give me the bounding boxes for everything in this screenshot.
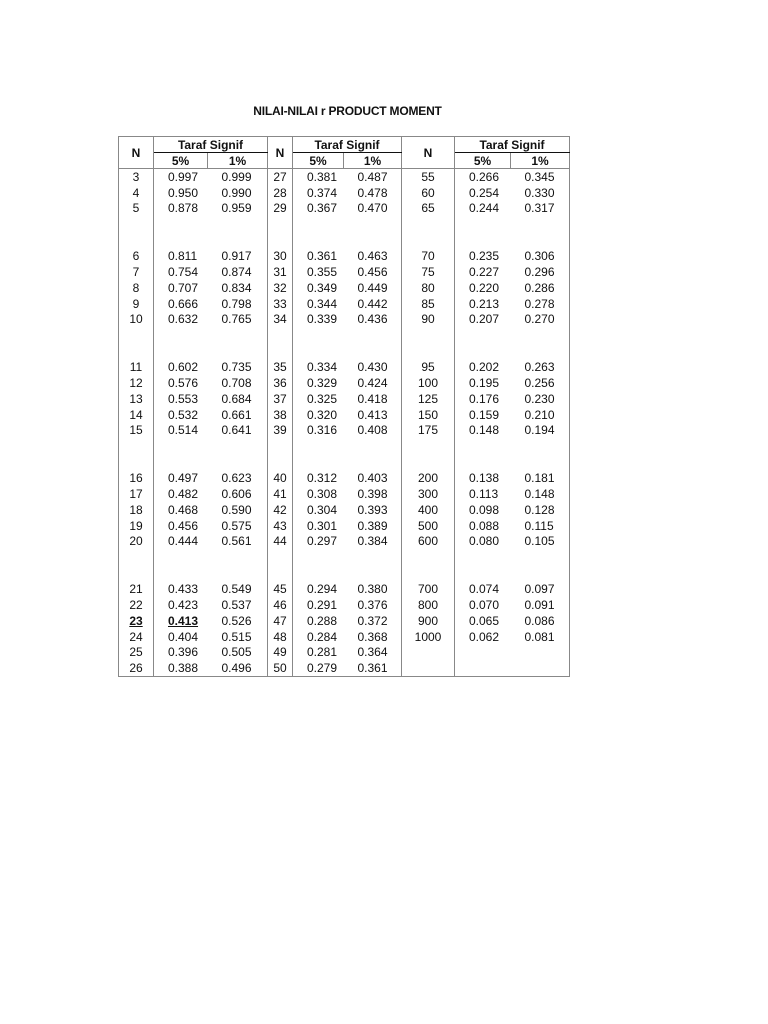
n-cell: 43 (268, 518, 293, 534)
r-1pct-cell: 0.210 (511, 407, 570, 423)
r-1pct-cell: 0.115 (511, 518, 570, 534)
r-5pct-cell: 0.316 (307, 423, 338, 438)
spacer-cell (119, 327, 154, 359)
header-n: N (402, 137, 455, 169)
table-row (119, 201, 570, 217)
header-5pct: 5% (455, 153, 511, 169)
table-body (119, 169, 570, 677)
table-row (119, 296, 570, 312)
spacer-cell (344, 216, 402, 248)
n-cell: 5 (119, 201, 154, 217)
r-1pct-cell: 0.128 (511, 502, 570, 518)
n-cell: 13 (119, 391, 154, 407)
r-1pct-cell: 0.874 (208, 264, 268, 280)
r-5pct-cell: 0.349 (307, 280, 338, 295)
n-cell: 95 (402, 359, 455, 375)
table-row (119, 375, 570, 391)
table-row (119, 169, 570, 185)
n-cell: 27 (268, 169, 293, 185)
header-n: N (119, 137, 154, 169)
r-5pct-cell: 0.666 (168, 296, 199, 311)
r-5pct-cell: 0.381 (307, 169, 338, 184)
table-row (119, 407, 570, 423)
spacer-cell (154, 327, 208, 359)
r-5pct-cell: 0.301 (307, 518, 338, 533)
r-1pct-cell: 0.097 (511, 581, 570, 597)
n-cell: 500 (402, 518, 455, 534)
n-cell: 37 (268, 391, 293, 407)
n-cell: 16 (119, 470, 154, 486)
table-row (119, 185, 570, 201)
n-cell: 42 (268, 502, 293, 518)
r-5pct-cell (455, 645, 511, 661)
r-5pct-cell: 0.950 (168, 185, 199, 200)
n-cell: 34 (268, 312, 293, 328)
r-5pct-cell: 0.281 (307, 645, 338, 660)
spacer-cell (344, 438, 402, 470)
header-5pct: 5% (293, 153, 344, 169)
spacer-cell (268, 216, 293, 248)
spacer-cell (511, 438, 570, 470)
r-1pct-cell: 0.105 (511, 534, 570, 550)
n-cell: 18 (119, 502, 154, 518)
table-row (119, 613, 570, 629)
n-cell: 30 (268, 248, 293, 264)
spacer-cell (511, 216, 570, 248)
n-cell: 15 (119, 423, 154, 439)
n-cell: 11 (119, 359, 154, 375)
r-5pct-cell: 0.254 (469, 185, 500, 200)
r-5pct-cell: 0.148 (469, 423, 500, 438)
n-cell: 28 (268, 185, 293, 201)
r-1pct-cell: 0.384 (344, 534, 402, 550)
n-cell: 60 (402, 185, 455, 201)
spacer-cell (293, 327, 344, 359)
r-5pct-cell: 0.320 (307, 407, 338, 422)
n-cell: 10 (119, 312, 154, 328)
spacer-cell (119, 549, 154, 581)
n-cell: 200 (402, 470, 455, 486)
r-1pct-cell: 0.470 (344, 201, 402, 217)
r-1pct-cell: 0.549 (208, 581, 268, 597)
r-1pct-cell: 0.194 (511, 423, 570, 439)
n-cell: 85 (402, 296, 455, 312)
r-1pct-cell: 0.376 (344, 597, 402, 613)
r-1pct-cell: 0.148 (511, 486, 570, 502)
r-1pct-cell: 0.449 (344, 280, 402, 296)
r-5pct-cell: 0.138 (469, 471, 500, 486)
r-1pct-cell: 0.561 (208, 534, 268, 550)
n-cell: 32 (268, 280, 293, 296)
n-cell: 20 (119, 534, 154, 550)
n-cell: 14 (119, 407, 154, 423)
r-1pct-cell: 0.463 (344, 248, 402, 264)
n-cell: 75 (402, 264, 455, 280)
spacer-cell (208, 438, 268, 470)
table-row (119, 423, 570, 439)
r-5pct-cell: 0.220 (469, 280, 500, 295)
r-1pct-cell: 0.424 (344, 375, 402, 391)
r-1pct-cell: 0.372 (344, 613, 402, 629)
r-5pct-cell: 0.235 (469, 249, 500, 264)
r-1pct-cell: 0.515 (208, 629, 268, 645)
r-1pct-cell: 0.389 (344, 518, 402, 534)
n-cell: 150 (402, 407, 455, 423)
n-cell: 65 (402, 201, 455, 217)
r-5pct-cell: 0.482 (168, 487, 199, 502)
r-5pct-cell: 0.468 (168, 502, 199, 517)
r-5pct-cell: 0.062 (469, 629, 500, 644)
r-1pct-cell: 0.278 (511, 296, 570, 312)
r-5pct-cell: 0.404 (168, 629, 199, 644)
spacer-cell (119, 216, 154, 248)
r-5pct-cell: 0.344 (307, 296, 338, 311)
r-1pct-cell: 0.270 (511, 312, 570, 328)
spacer-cell (208, 327, 268, 359)
table-row (119, 280, 570, 296)
r-1pct-cell: 0.086 (511, 613, 570, 629)
r-1pct-cell: 0.430 (344, 359, 402, 375)
r-5pct-cell: 0.532 (168, 407, 199, 422)
r-1pct-cell: 0.917 (208, 248, 268, 264)
n-cell: 36 (268, 375, 293, 391)
r-1pct-cell: 0.361 (344, 660, 402, 676)
header-1pct: 1% (344, 153, 402, 169)
r-5pct-cell: 0.308 (307, 487, 338, 502)
r-5pct-cell: 0.266 (469, 169, 500, 184)
n-cell: 9 (119, 296, 154, 312)
n-cell: 47 (268, 613, 293, 629)
n-cell: 48 (268, 629, 293, 645)
n-cell: 17 (119, 486, 154, 502)
spacer-cell (511, 327, 570, 359)
table-row (119, 629, 570, 645)
r-1pct-cell: 0.684 (208, 391, 268, 407)
r-5pct-cell: 0.244 (469, 201, 500, 216)
r-5pct-cell: 0.423 (168, 598, 199, 613)
r-1pct-cell: 0.661 (208, 407, 268, 423)
r-5pct-cell: 0.433 (168, 582, 199, 597)
r-5pct-cell: 0.065 (469, 613, 500, 628)
r-1pct-cell: 0.798 (208, 296, 268, 312)
r-1pct-cell: 0.296 (511, 264, 570, 280)
r-5pct-cell: 0.339 (307, 312, 338, 327)
spacer-row (119, 549, 570, 581)
spacer-cell (154, 216, 208, 248)
spacer-cell (154, 549, 208, 581)
r-1pct-cell: 0.526 (208, 613, 268, 629)
spacer-cell (402, 216, 455, 248)
header-5pct: 5% (154, 153, 208, 169)
table-row (119, 645, 570, 661)
r-1pct-cell: 0.834 (208, 280, 268, 296)
r-1pct-cell: 0.487 (344, 169, 402, 185)
n-cell: 44 (268, 534, 293, 550)
table-row (119, 391, 570, 407)
spacer-cell (293, 438, 344, 470)
r-1pct-cell: 0.606 (208, 486, 268, 502)
r-1pct-cell: 0.999 (208, 169, 268, 185)
r-5pct-cell: 0.514 (168, 423, 199, 438)
r-5pct-cell: 0.361 (307, 249, 338, 264)
r-1pct-cell: 0.765 (208, 312, 268, 328)
r-5pct-cell (455, 660, 511, 676)
r-1pct-cell: 0.306 (511, 248, 570, 264)
r-5pct-cell: 0.374 (307, 185, 338, 200)
n-cell: 39 (268, 423, 293, 439)
n-cell: 3 (119, 169, 154, 185)
r-5pct-cell: 0.288 (307, 613, 338, 628)
r-1pct-cell: 0.263 (511, 359, 570, 375)
n-cell (402, 660, 455, 676)
r-1pct-cell: 0.368 (344, 629, 402, 645)
r-1pct-cell: 0.959 (208, 201, 268, 217)
r-1pct-cell (511, 660, 570, 676)
n-cell: 100 (402, 375, 455, 391)
r-5pct-cell: 0.176 (469, 391, 500, 406)
r-5pct-cell: 0.497 (168, 471, 199, 486)
n-cell: 700 (402, 581, 455, 597)
r-1pct-cell: 0.230 (511, 391, 570, 407)
highlight-n: 23 (129, 613, 143, 628)
r-1pct-cell: 0.286 (511, 280, 570, 296)
n-cell: 25 (119, 645, 154, 661)
n-cell: 4 (119, 185, 154, 201)
spacer-cell (402, 327, 455, 359)
highlight-value: 0.413 (168, 613, 199, 628)
header-n: N (268, 137, 293, 169)
n-cell: 600 (402, 534, 455, 550)
header-taraf-signif: Taraf Signif (293, 137, 402, 153)
r-1pct-cell: 0.364 (344, 645, 402, 661)
spacer-row (119, 216, 570, 248)
n-cell: 175 (402, 423, 455, 439)
r-5pct-cell (154, 613, 208, 629)
r-1pct-cell: 0.330 (511, 185, 570, 201)
n-cell: 90 (402, 312, 455, 328)
n-cell: 40 (268, 470, 293, 486)
r-5pct-cell: 0.388 (154, 660, 208, 676)
n-cell: 50 (268, 660, 293, 676)
n-cell: 70 (402, 248, 455, 264)
n-cell: 22 (119, 597, 154, 613)
r-1pct-cell (511, 645, 570, 661)
spacer-cell (293, 549, 344, 581)
r-5pct-cell: 0.284 (307, 629, 338, 644)
n-cell: 24 (119, 629, 154, 645)
r-1pct-cell: 0.456 (344, 264, 402, 280)
table-row (119, 581, 570, 597)
n-cell (402, 645, 455, 661)
n-cell: 31 (268, 264, 293, 280)
r-1pct-cell: 0.181 (511, 470, 570, 486)
header-taraf-signif: Taraf Signif (455, 137, 570, 153)
r-5pct-cell: 0.098 (469, 502, 500, 517)
r-5pct-cell: 0.553 (168, 391, 199, 406)
spacer-cell (344, 549, 402, 581)
r-5pct-cell: 0.279 (293, 660, 344, 676)
r-1pct-cell: 0.408 (344, 423, 402, 439)
table-row (119, 359, 570, 375)
n-cell: 45 (268, 581, 293, 597)
r-5pct-cell: 0.367 (307, 201, 338, 216)
r-1pct-cell: 0.081 (511, 629, 570, 645)
r-5pct-cell: 0.334 (307, 360, 338, 375)
r-5pct-cell: 0.325 (307, 391, 338, 406)
n-cell: 41 (268, 486, 293, 502)
table-row (119, 248, 570, 264)
r-5pct-cell: 0.074 (469, 582, 500, 597)
n-cell: 26 (119, 660, 154, 676)
r-1pct-cell: 0.317 (511, 201, 570, 217)
header-1pct: 1% (511, 153, 570, 169)
spacer-cell (344, 327, 402, 359)
r-5pct-cell: 0.444 (168, 534, 199, 549)
r-1pct-cell: 0.478 (344, 185, 402, 201)
n-cell: 19 (119, 518, 154, 534)
spacer-row (119, 438, 570, 470)
r-1pct-cell: 0.708 (208, 375, 268, 391)
n-cell: 12 (119, 375, 154, 391)
n-cell: 46 (268, 597, 293, 613)
r-5pct-cell: 0.312 (307, 471, 338, 486)
spacer-cell (455, 327, 511, 359)
n-cell: 300 (402, 486, 455, 502)
r-5pct-cell: 0.396 (168, 645, 199, 660)
r-1pct-cell: 0.735 (208, 359, 268, 375)
n-cell: 38 (268, 407, 293, 423)
r-5pct-cell: 0.297 (307, 534, 338, 549)
page-title: NILAI-NILAI r PRODUCT MOMENT (253, 104, 442, 118)
table-row (119, 597, 570, 613)
n-cell: 900 (402, 613, 455, 629)
r-5pct-cell: 0.070 (469, 598, 500, 613)
r-1pct-cell: 0.436 (344, 312, 402, 328)
spacer-cell (402, 438, 455, 470)
r-5pct-cell: 0.213 (469, 296, 500, 311)
r-1pct-cell: 0.393 (344, 502, 402, 518)
table-row (119, 502, 570, 518)
n-cell: 35 (268, 359, 293, 375)
r-5pct-cell: 0.088 (469, 518, 500, 533)
r-5pct-cell: 0.291 (307, 598, 338, 613)
r-1pct-cell: 0.575 (208, 518, 268, 534)
spacer-cell (511, 549, 570, 581)
spacer-cell (268, 438, 293, 470)
r-1pct-cell: 0.398 (344, 486, 402, 502)
r-5pct-cell: 0.294 (307, 582, 338, 597)
table-row (119, 470, 570, 486)
n-cell: 125 (402, 391, 455, 407)
r-1pct-cell: 0.442 (344, 296, 402, 312)
r-5pct-cell: 0.207 (469, 312, 500, 327)
table-row (119, 312, 570, 328)
r-1pct-cell: 0.380 (344, 581, 402, 597)
n-cell: 6 (119, 248, 154, 264)
spacer-cell (402, 549, 455, 581)
header-1pct: 1% (208, 153, 268, 169)
n-cell: 49 (268, 645, 293, 661)
r-1pct-cell: 0.496 (208, 660, 268, 676)
n-cell: 800 (402, 597, 455, 613)
spacer-cell (293, 216, 344, 248)
spacer-cell (119, 438, 154, 470)
r-5pct-cell: 0.811 (168, 249, 198, 264)
r-5pct-cell: 0.159 (469, 407, 500, 422)
n-cell: 400 (402, 502, 455, 518)
header-taraf-signif: Taraf Signif (154, 137, 268, 153)
r-1pct-cell: 0.623 (208, 470, 268, 486)
n-cell: 8 (119, 280, 154, 296)
spacer-cell (455, 216, 511, 248)
r-5pct-cell: 0.080 (469, 534, 500, 549)
r-1pct-cell: 0.537 (208, 597, 268, 613)
n-cell: 7 (119, 264, 154, 280)
spacer-cell (208, 549, 268, 581)
r-5pct-cell: 0.602 (168, 360, 199, 375)
r-5pct-cell: 0.195 (469, 376, 500, 391)
r-5pct-cell: 0.202 (469, 360, 500, 375)
r-1pct-cell: 0.418 (344, 391, 402, 407)
n-cell: 21 (119, 581, 154, 597)
n-cell: 55 (402, 169, 455, 185)
n-cell (119, 613, 154, 629)
r-5pct-cell: 0.576 (168, 376, 199, 391)
r-1pct-cell: 0.505 (208, 645, 268, 661)
table-row (119, 534, 570, 550)
spacer-cell (268, 549, 293, 581)
r-5pct-cell: 0.878 (168, 201, 199, 216)
r-1pct-cell: 0.403 (344, 470, 402, 486)
r-5pct-cell: 0.997 (168, 169, 199, 184)
r-1pct-cell: 0.091 (511, 597, 570, 613)
table-row (119, 486, 570, 502)
r-5pct-cell: 0.707 (168, 280, 199, 295)
r-1pct-cell: 0.641 (208, 423, 268, 439)
r-1pct-cell: 0.990 (208, 185, 268, 201)
r-5pct-cell: 0.329 (307, 376, 338, 391)
spacer-cell (154, 438, 208, 470)
table-row (119, 518, 570, 534)
n-cell: 33 (268, 296, 293, 312)
n-cell: 29 (268, 201, 293, 217)
table-row (119, 264, 570, 280)
r-5pct-cell: 0.754 (168, 265, 199, 280)
table-row (119, 660, 570, 676)
spacer-cell (455, 549, 511, 581)
r-5pct-cell: 0.227 (469, 265, 500, 280)
n-cell: 80 (402, 280, 455, 296)
r-1pct-cell: 0.413 (344, 407, 402, 423)
n-cell: 1000 (402, 629, 455, 645)
spacer-cell (208, 216, 268, 248)
r-5pct-cell: 0.113 (469, 487, 499, 502)
r-5pct-cell: 0.304 (307, 502, 338, 517)
r-5pct-cell: 0.632 (168, 312, 199, 327)
spacer-cell (268, 327, 293, 359)
spacer-row (119, 327, 570, 359)
spacer-cell (455, 438, 511, 470)
r-5pct-cell: 0.456 (168, 518, 199, 533)
r-1pct-cell: 0.345 (511, 169, 570, 185)
r-1pct-cell: 0.256 (511, 375, 570, 391)
r-product-moment-table (118, 136, 570, 677)
r-5pct-cell: 0.355 (307, 265, 338, 280)
r-1pct-cell: 0.590 (208, 502, 268, 518)
